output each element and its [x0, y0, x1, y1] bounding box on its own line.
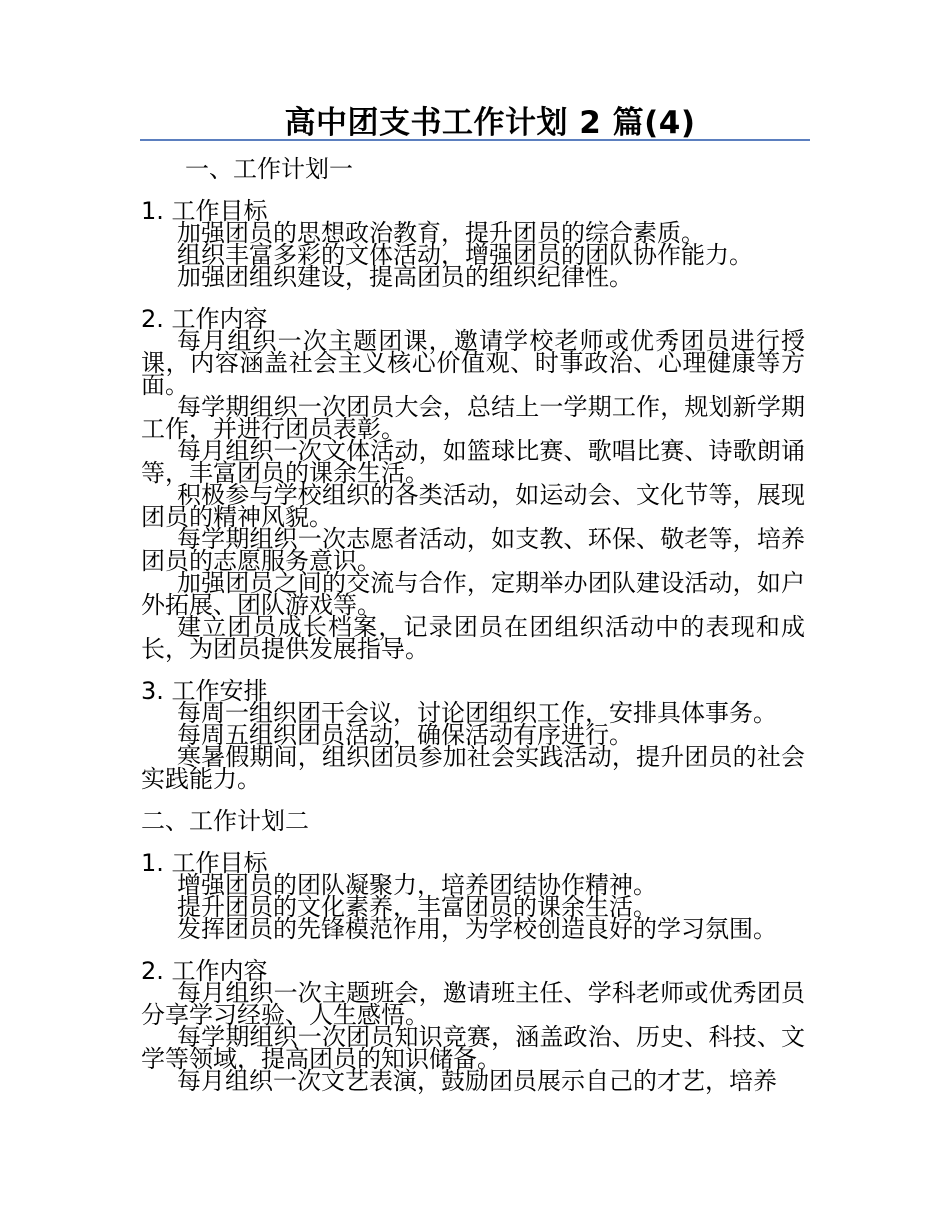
plan2-goal-item: 增强团员的团队凝聚力，培养团结协作精神。 [177, 871, 657, 899]
plan1-content-item: 每月组织一次主题团课，邀请学校老师或优秀团员进行授课，内容涵盖社会主义核心价值观、时事政治、心理健康等方面。 [141, 327, 805, 399]
plan1-schedule-item: 每周五组织团员活动，确保活动有序进行。 [177, 721, 633, 749]
plan2-goal-item: 发挥团员的先锋模范作用，为学校创造良好的学习氛围。 [177, 915, 777, 943]
plan1-content-item: 建立团员成长档案，记录团员在团组织活动中的表现和成长，为团员提供发展指导。 [141, 613, 805, 663]
section-heading-plan1: 一、工作计划一 [185, 155, 353, 183]
plan1-goal-item: 组织丰富多彩的文体活动，增强团员的团队协作能力。 [177, 241, 753, 269]
plan2-content-item: 每学期组织一次团员知识竞赛，涵盖政治、历史、科技、文学等领域，提高团员的知识储备。 [141, 1023, 805, 1073]
document-title: 高中团支书工作计划 2 篇(4) [284, 105, 696, 141]
subheading-plan1-content: 2. 工作内容 [141, 305, 268, 333]
plan2-goal-item: 提升团员的文化素养，丰富团员的课余生活。 [177, 893, 657, 921]
plan2-content-item: 每月组织一次文艺表演，鼓励团员展示自己的才艺，培养 [177, 1067, 777, 1095]
plan2-content-item: 每月组织一次主题班会，邀请班主任、学科老师或优秀团员分享学习经验、人生感悟。 [141, 979, 805, 1029]
plan1-schedule-item: 每周一组织团干会议，讨论团组织工作，安排具体事务。 [177, 699, 777, 727]
title-underline [140, 139, 810, 141]
subheading-plan1-goals: 1. 工作目标 [141, 197, 268, 225]
section-heading-plan2: 二、工作计划二 [141, 807, 309, 835]
plan1-goal-item: 加强团组织建设，提高团员的组织纪律性。 [177, 263, 633, 291]
plan1-content-item: 每学期组织一次团员大会，总结上一学期工作，规划新学期工作，并进行团员表彰。 [141, 393, 805, 443]
plan1-content-item: 积极参与学校组织的各类活动，如运动会、文化节等，展现团员的精神风貌。 [141, 481, 805, 531]
plan1-schedule-item: 寒暑假期间，组织团员参加社会实践活动，提升团员的社会实践能力。 [141, 743, 805, 793]
subheading-plan1-schedule: 3. 工作安排 [141, 677, 268, 705]
plan1-goal-item: 加强团员的思想政治教育，提升团员的综合素质。 [177, 219, 705, 247]
plan1-content-item: 每月组织一次文体活动，如篮球比赛、歌唱比赛、诗歌朗诵等，丰富团员的课余生活。 [141, 437, 805, 487]
plan1-content-item: 加强团员之间的交流与合作，定期举办团队建设活动，如户外拓展、团队游戏等。 [141, 569, 805, 619]
plan1-content-item: 每学期组织一次志愿者活动，如支教、环保、敬老等，培养团员的志愿服务意识。 [141, 525, 805, 575]
subheading-plan2-goals: 1. 工作目标 [141, 849, 268, 877]
document-body [141, 155, 805, 1095]
subheading-plan2-content: 2. 工作内容 [141, 957, 268, 985]
